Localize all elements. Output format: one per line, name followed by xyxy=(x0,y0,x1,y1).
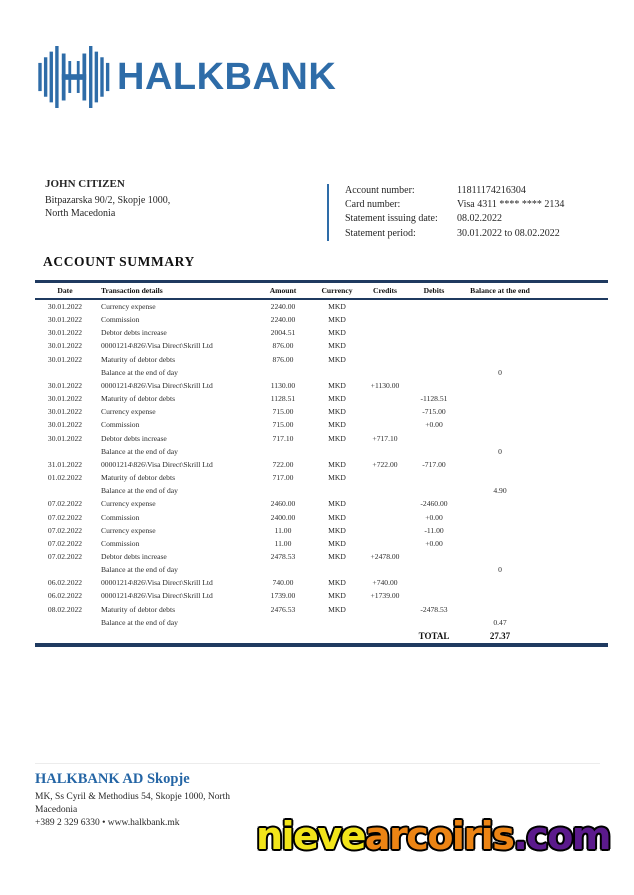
transaction-cell: +722.00 xyxy=(372,459,398,469)
transaction-cell: Commission xyxy=(101,315,140,325)
watermark-part3: .com xyxy=(513,814,611,858)
transaction-cell xyxy=(412,471,456,484)
transaction-row xyxy=(35,326,608,339)
transaction-cell: 2460.00 xyxy=(270,499,296,509)
transaction-cell xyxy=(456,497,544,510)
transaction-cell: MKD xyxy=(328,302,346,311)
transaction-cell xyxy=(250,616,316,629)
transaction-cell xyxy=(358,299,412,313)
transaction-cell: Balance at the end of day xyxy=(101,446,178,456)
transaction-cell: 01.02.2022 xyxy=(47,473,83,483)
total-cell xyxy=(316,629,358,645)
column-header-filler xyxy=(544,282,608,300)
transaction-cell xyxy=(35,616,95,629)
transaction-cell: MKD xyxy=(328,578,346,588)
transaction-row xyxy=(35,392,608,405)
transaction-cell: MKD xyxy=(328,604,346,614)
transaction-cell xyxy=(316,445,358,458)
transaction-cell: 2240.00 xyxy=(270,302,296,311)
transaction-cell: MKD xyxy=(328,459,346,469)
transaction-cell: Currency expense xyxy=(101,499,156,509)
transaction-cell: -11.00 xyxy=(424,525,444,535)
transaction-cell xyxy=(358,484,412,497)
transaction-cell: 30.01.2022 xyxy=(47,341,83,351)
transaction-row xyxy=(35,484,608,497)
account-info-row xyxy=(345,184,564,198)
transaction-row xyxy=(35,616,608,629)
transaction-cell: 00001214\826\Visa Direct\Skrill Ltd xyxy=(101,459,213,469)
transaction-cell xyxy=(358,339,412,352)
column-header-debits: Debits xyxy=(412,282,456,300)
account-info-label: Statement period: xyxy=(345,227,416,239)
transaction-cell xyxy=(358,497,412,510)
transaction-cell xyxy=(412,484,456,497)
transaction-cell xyxy=(250,484,316,497)
total-label: TOTAL xyxy=(418,630,450,641)
transaction-cell: 30.01.2022 xyxy=(47,315,83,325)
transaction-cell: 31.01.2022 xyxy=(47,459,83,469)
transaction-cell xyxy=(456,524,544,537)
transaction-cell xyxy=(544,366,608,379)
transaction-cell: 30.01.2022 xyxy=(47,328,83,338)
transaction-cell xyxy=(35,366,95,379)
transaction-cell: MKD xyxy=(328,328,346,338)
transaction-cell xyxy=(544,445,608,458)
transaction-row xyxy=(35,497,608,510)
transaction-cell: MKD xyxy=(328,394,346,404)
transaction-cell: -2478.53 xyxy=(420,604,448,614)
transactions-table xyxy=(35,280,608,647)
transaction-cell: -1128.51 xyxy=(420,394,448,404)
transaction-row xyxy=(35,524,608,537)
account-info-row xyxy=(345,212,564,226)
transaction-cell: MKD xyxy=(328,499,346,509)
account-info-row xyxy=(345,227,564,241)
transaction-cell: 07.02.2022 xyxy=(47,551,83,561)
transaction-row xyxy=(35,563,608,576)
total-row xyxy=(35,629,608,645)
transaction-cell: 2004.51 xyxy=(270,328,296,338)
transaction-row xyxy=(35,458,608,471)
transaction-cell: 30.01.2022 xyxy=(47,420,83,430)
transaction-cell: +1739.00 xyxy=(370,591,400,601)
transaction-cell xyxy=(544,353,608,366)
transaction-cell: 2478.53 xyxy=(270,551,296,561)
table-body xyxy=(35,299,608,645)
transaction-cell xyxy=(456,405,544,418)
transaction-cell xyxy=(544,603,608,616)
transaction-cell xyxy=(250,563,316,576)
total-cell xyxy=(250,629,316,645)
transaction-cell xyxy=(358,471,412,484)
total-cell xyxy=(544,629,608,645)
transaction-cell xyxy=(456,603,544,616)
transaction-cell: -715.00 xyxy=(422,407,446,417)
halkbank-logo-icon xyxy=(38,46,110,108)
transaction-cell xyxy=(412,445,456,458)
transaction-cell xyxy=(544,550,608,563)
transaction-cell xyxy=(544,339,608,352)
transaction-cell: MKD xyxy=(328,538,346,548)
account-info-label: Account number: xyxy=(345,185,415,196)
total-cell xyxy=(358,629,412,645)
transaction-row xyxy=(35,339,608,352)
transaction-row xyxy=(35,353,608,366)
transaction-cell xyxy=(412,326,456,339)
transactions-table-wrap xyxy=(35,280,608,647)
customer-block xyxy=(45,178,170,221)
transaction-cell: MKD xyxy=(328,354,346,364)
transaction-cell: MKD xyxy=(328,525,346,535)
transaction-cell xyxy=(358,353,412,366)
transaction-cell: 876.00 xyxy=(272,354,294,364)
total-cell xyxy=(95,629,250,645)
total-value: 27.37 xyxy=(489,630,511,641)
account-info-label: Card number: xyxy=(345,199,401,211)
transaction-cell: +0.00 xyxy=(425,512,443,522)
transaction-cell xyxy=(358,366,412,379)
customer-address-line1: Bitpazarska 90/2, Skopje 1000, xyxy=(45,194,171,206)
column-header-date: Date xyxy=(35,282,95,300)
transaction-cell: Commission xyxy=(101,538,140,548)
account-info-label: Statement issuing date: xyxy=(345,213,438,225)
transaction-cell: 1128.51 xyxy=(270,394,296,404)
transaction-cell: 30.01.2022 xyxy=(47,354,83,364)
transaction-cell xyxy=(412,339,456,352)
transaction-cell: 30.01.2022 xyxy=(47,433,83,443)
transaction-cell: 08.02.2022 xyxy=(47,604,83,614)
transaction-cell: 30.01.2022 xyxy=(47,407,83,417)
transaction-cell: MKD xyxy=(328,512,346,522)
transaction-cell: +0.00 xyxy=(425,538,443,548)
transaction-cell: 30.01.2022 xyxy=(47,394,83,404)
footer-address-line1: MK, Ss Cyril & Methodius 54, Skopje 1000, North xyxy=(35,792,231,802)
transaction-cell: Commission xyxy=(101,512,140,522)
transaction-cell xyxy=(456,471,544,484)
account-info-row xyxy=(345,198,564,212)
transaction-cell: +740.00 xyxy=(372,578,398,588)
transaction-cell xyxy=(544,418,608,431)
transaction-cell xyxy=(358,313,412,326)
transaction-cell: 1739.00 xyxy=(270,591,296,601)
transaction-cell: 2476.53 xyxy=(270,604,296,614)
account-info-value: 11811174216304 xyxy=(457,185,526,196)
transaction-cell: +0.00 xyxy=(425,420,443,430)
transaction-cell: 06.02.2022 xyxy=(47,578,83,588)
transaction-cell xyxy=(456,379,544,392)
transaction-cell: Currency expense xyxy=(101,302,156,311)
transaction-cell: 00001214\826\Visa Direct\Skrill Ltd xyxy=(101,380,213,390)
transaction-cell: 2400.00 xyxy=(270,512,296,522)
transaction-cell xyxy=(544,471,608,484)
transaction-cell: Debtor debts increase xyxy=(101,433,167,443)
transaction-cell: 740.00 xyxy=(272,578,294,588)
transaction-cell xyxy=(358,537,412,550)
transaction-row xyxy=(35,603,608,616)
transaction-cell: 717.10 xyxy=(272,433,294,443)
bank-logo xyxy=(38,46,336,108)
transaction-cell: Commission xyxy=(101,420,140,430)
transaction-cell: Balance at the end of day xyxy=(101,565,178,575)
transaction-cell: Currency expense xyxy=(101,407,156,417)
transaction-cell: MKD xyxy=(328,433,346,443)
footer-bank-name: HALKBANK AD Skopje xyxy=(35,771,190,787)
transaction-cell xyxy=(456,299,544,313)
table-header-row xyxy=(35,282,608,300)
transaction-cell: Maturity of debtor debts xyxy=(101,354,176,364)
transaction-cell: Debtor debts increase xyxy=(101,328,167,338)
transaction-cell xyxy=(544,299,608,313)
transaction-cell xyxy=(250,366,316,379)
transaction-cell xyxy=(412,589,456,602)
transaction-cell: MKD xyxy=(328,407,346,417)
transaction-cell xyxy=(544,589,608,602)
transaction-cell: 1130.00 xyxy=(270,380,296,390)
transaction-cell xyxy=(456,353,544,366)
transaction-row xyxy=(35,313,608,326)
transaction-cell: 2240.00 xyxy=(270,315,296,325)
transaction-cell xyxy=(412,563,456,576)
transaction-cell: 876.00 xyxy=(272,341,294,351)
footer-address-line2: Macedonia xyxy=(35,805,78,815)
transaction-cell xyxy=(35,445,95,458)
transaction-cell: 07.02.2022 xyxy=(47,538,83,548)
transaction-cell xyxy=(358,418,412,431)
transaction-cell: Maturity of debtor debts xyxy=(101,473,176,483)
transaction-row xyxy=(35,471,608,484)
transaction-cell xyxy=(456,589,544,602)
transaction-cell: Currency expense xyxy=(101,525,156,535)
transaction-cell: -717.00 xyxy=(422,459,446,469)
transaction-cell: 0.47 xyxy=(493,617,507,627)
transaction-row xyxy=(35,511,608,524)
transaction-cell: Maturity of debtor debts xyxy=(101,394,176,404)
transaction-cell: 0 xyxy=(498,367,502,377)
transaction-cell xyxy=(456,576,544,589)
transaction-cell xyxy=(250,445,316,458)
column-header-amount: Amount xyxy=(250,282,316,300)
column-header-transaction-details: Transaction details xyxy=(95,282,250,300)
transaction-cell: MKD xyxy=(328,420,346,430)
transaction-cell xyxy=(544,326,608,339)
transaction-cell xyxy=(544,511,608,524)
transaction-cell xyxy=(358,616,412,629)
transaction-cell: 07.02.2022 xyxy=(47,499,83,509)
transaction-cell xyxy=(412,299,456,313)
transaction-cell: 0 xyxy=(498,446,502,456)
transaction-cell xyxy=(412,550,456,563)
transaction-cell: Balance at the end of day xyxy=(101,367,178,377)
transaction-cell xyxy=(456,313,544,326)
transaction-row xyxy=(35,537,608,550)
transaction-cell xyxy=(412,313,456,326)
transaction-row xyxy=(35,299,608,313)
transaction-cell: MKD xyxy=(328,591,346,601)
transaction-cell: 722.00 xyxy=(272,459,294,469)
transaction-cell: -2460.00 xyxy=(420,499,448,509)
transaction-cell xyxy=(412,353,456,366)
customer-address-line2: North Macedonia xyxy=(45,208,116,219)
transaction-cell xyxy=(316,484,358,497)
transaction-cell xyxy=(358,563,412,576)
footer-contact: +389 2 329 6330 • www.halkbank.mk xyxy=(35,818,180,828)
transaction-row xyxy=(35,405,608,418)
transaction-cell: 715.00 xyxy=(272,407,294,417)
transaction-row xyxy=(35,379,608,392)
transaction-row xyxy=(35,432,608,445)
transaction-cell: 07.02.2022 xyxy=(47,512,83,522)
transaction-row xyxy=(35,589,608,602)
transaction-cell xyxy=(456,458,544,471)
transaction-cell: Balance at the end of day xyxy=(101,617,178,627)
account-info-value: 30.01.2022 to 08.02.2022 xyxy=(457,227,560,239)
transaction-cell: 715.00 xyxy=(272,420,294,430)
transaction-cell xyxy=(358,445,412,458)
transaction-cell xyxy=(544,379,608,392)
transaction-cell: Balance at the end of day xyxy=(101,486,178,496)
transaction-cell xyxy=(35,484,95,497)
transaction-cell: 06.02.2022 xyxy=(47,591,83,601)
transaction-cell xyxy=(456,326,544,339)
watermark-part2: arcoiris xyxy=(364,814,514,858)
transaction-cell xyxy=(35,563,95,576)
transaction-cell: Debtor debts increase xyxy=(101,551,167,561)
transaction-cell xyxy=(316,616,358,629)
transaction-cell xyxy=(412,576,456,589)
transaction-cell xyxy=(358,392,412,405)
transaction-cell: 30.01.2022 xyxy=(47,302,83,311)
transaction-cell: MKD xyxy=(328,551,346,561)
transaction-cell xyxy=(544,616,608,629)
transaction-cell: 717.00 xyxy=(272,473,294,483)
transaction-cell xyxy=(544,524,608,537)
watermark-part1: nieve xyxy=(256,814,365,858)
transaction-cell xyxy=(544,313,608,326)
transaction-cell xyxy=(544,497,608,510)
transaction-cell: 07.02.2022 xyxy=(47,525,83,535)
transaction-cell: MKD xyxy=(328,380,346,390)
watermark xyxy=(256,812,610,861)
bank-logo-wordmark: HALKBANK xyxy=(117,56,337,98)
transaction-cell xyxy=(544,484,608,497)
transaction-cell: MKD xyxy=(328,315,346,325)
transaction-cell xyxy=(544,405,608,418)
transaction-cell xyxy=(412,616,456,629)
total-cell xyxy=(35,629,95,645)
footer-divider xyxy=(35,763,600,764)
account-info-block xyxy=(327,184,564,241)
transaction-cell: +1130.00 xyxy=(370,380,400,390)
transaction-cell: +717.10 xyxy=(372,433,398,443)
transaction-cell xyxy=(544,458,608,471)
transaction-cell xyxy=(412,379,456,392)
transaction-cell xyxy=(456,537,544,550)
transaction-cell xyxy=(544,392,608,405)
transaction-cell xyxy=(544,563,608,576)
transaction-cell xyxy=(412,366,456,379)
transaction-cell xyxy=(316,366,358,379)
transaction-cell: MKD xyxy=(328,473,346,483)
transaction-cell xyxy=(316,563,358,576)
account-info-value: 08.02.2022 xyxy=(457,213,502,225)
transaction-cell xyxy=(358,326,412,339)
transaction-cell xyxy=(412,432,456,445)
account-info-value: Visa 4311 **** **** 2134 xyxy=(457,199,565,211)
transaction-row xyxy=(35,445,608,458)
transaction-cell xyxy=(456,418,544,431)
transaction-cell xyxy=(358,603,412,616)
transaction-row xyxy=(35,366,608,379)
transaction-cell xyxy=(456,339,544,352)
transaction-cell xyxy=(544,576,608,589)
transaction-cell: 0 xyxy=(498,565,502,575)
transaction-cell: 11.00 xyxy=(274,525,292,535)
transaction-cell: 11.00 xyxy=(274,538,292,548)
footer-block xyxy=(35,771,230,830)
transaction-cell xyxy=(544,432,608,445)
transaction-cell xyxy=(456,432,544,445)
transaction-cell xyxy=(456,550,544,563)
transaction-cell xyxy=(544,537,608,550)
transaction-cell xyxy=(358,524,412,537)
column-header-balance-at-the-end: Balance at the end xyxy=(456,282,544,300)
column-header-currency: Currency xyxy=(316,282,358,300)
transaction-row xyxy=(35,550,608,563)
account-summary-title: ACCOUNT SUMMARY xyxy=(43,254,195,269)
transaction-cell: +2478.00 xyxy=(370,551,400,561)
transaction-row xyxy=(35,576,608,589)
transaction-cell: MKD xyxy=(328,341,346,351)
transaction-cell: 00001214\826\Visa Direct\Skrill Ltd xyxy=(101,341,213,351)
transaction-cell: 30.01.2022 xyxy=(47,380,83,390)
transaction-cell: 00001214\826\Visa Direct\Skrill Ltd xyxy=(101,591,213,601)
transaction-cell: 00001214\826\Visa Direct\Skrill Ltd xyxy=(101,578,213,588)
transaction-cell xyxy=(456,392,544,405)
transaction-cell xyxy=(456,511,544,524)
transaction-cell xyxy=(358,511,412,524)
transaction-cell: Maturity of debtor debts xyxy=(101,604,176,614)
transaction-cell xyxy=(358,405,412,418)
customer-name: JOHN CITIZEN xyxy=(45,178,125,190)
column-header-credits: Credits xyxy=(358,282,412,300)
transaction-cell: 4.90 xyxy=(493,486,507,496)
transaction-row xyxy=(35,418,608,431)
